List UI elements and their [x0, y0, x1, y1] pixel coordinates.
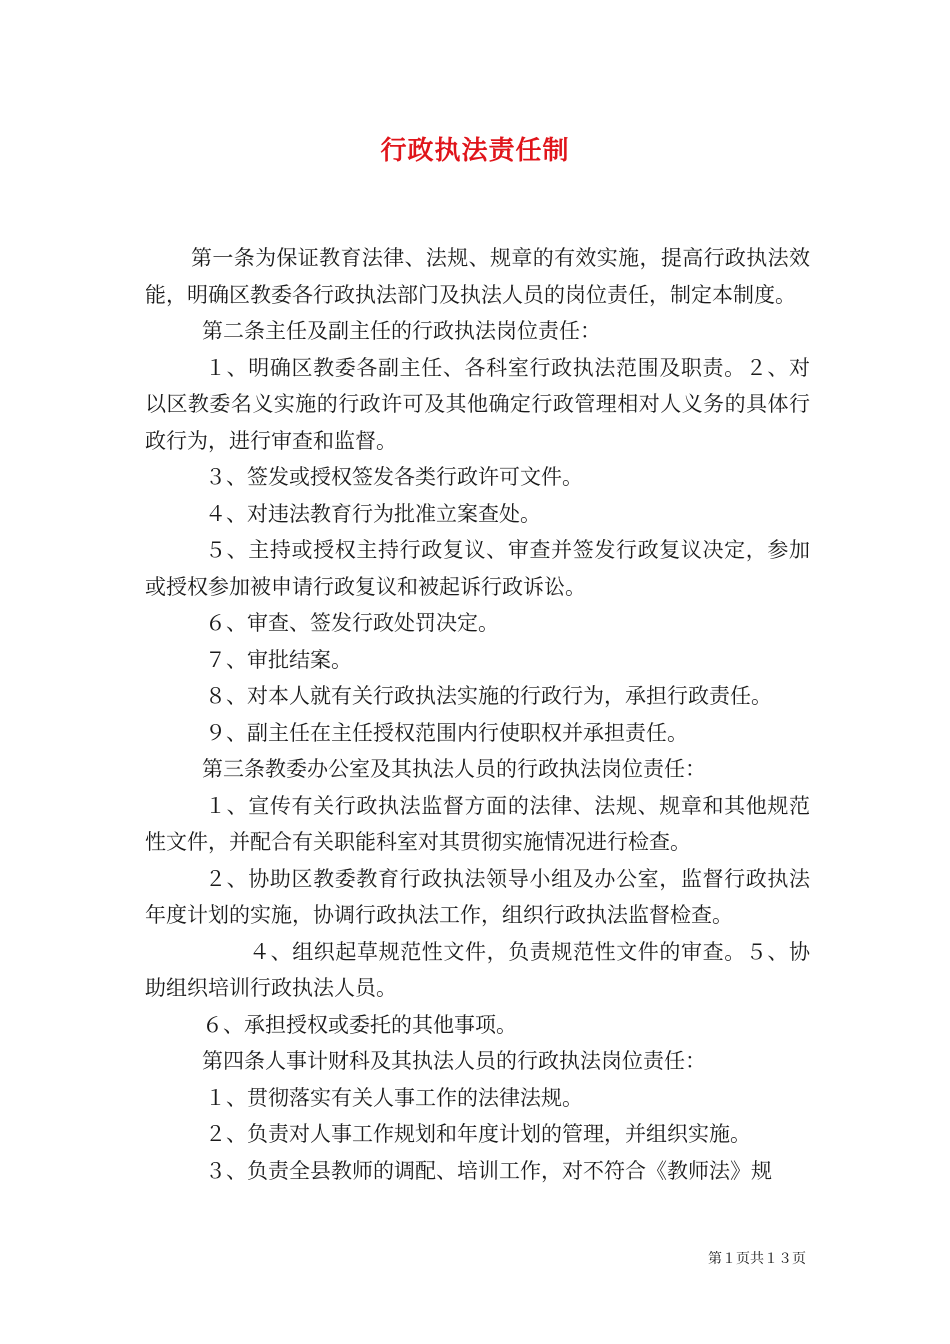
article-2-item-9: ９、副主任在主任授权范围内行使职权并承担责任。: [205, 720, 688, 745]
article-2-item-3: ３、签发或授权签发各类行政许可文件。: [205, 465, 583, 489]
document-title: 行政执法责任制: [380, 136, 570, 166]
article-2-heading: 第二条主任及副主任的行政执法岗位责任：: [202, 319, 601, 343]
article-4-item-3: ３、负责全县教师的调配、培训工作，对不符合《教师法》规: [205, 1158, 772, 1183]
article-4-heading: 第四条人事计财科及其执法人员的行政执法岗位责任：: [202, 1049, 706, 1073]
document-body: [145, 240, 810, 1189]
article-3-item-1: １、宣传有关行政执法监督方面的法律、法规、规章和其他规范性文件，并配合有关职能科室对其贯彻实施情况进行检查。: [145, 793, 810, 854]
article-4-item-1: １、贯彻落实有关人事工作的法律法规。: [205, 1085, 583, 1110]
article-3-item-2: ２、协助区教委教育行政执法领导小组及办公室，监督行政执法年度计划的实施，协调行政执法工作，组织行政执法监督检查。: [145, 866, 810, 927]
article-2-item-5: ５、主持或授权主持行政复议、审查并签发行政复议决定，参加或授权参加被申请行政复议和被起诉行政诉讼。: [145, 538, 810, 599]
article-3-item-6: ６、承担授权或委托的其他事项。: [202, 1012, 517, 1037]
article-2-item-6: ６、审查、签发行政处罚决定。: [205, 611, 499, 635]
article-3-item-4-5: ４、组织起草规范性文件，负责规范性文件的审查。５、协助组织培训行政执法人员。: [145, 939, 810, 1000]
article-2-item-1-2: １、明确区教委各副主任、各科室行政执法范围及职责。２、对以区教委名义实施的行政许可及其他确定行政管理相对人义务的具体行政行为，进行审查和监督。: [145, 355, 810, 453]
article-2-item-4: ４、对违法教育行为批准立案查处。: [205, 501, 541, 526]
article-2-item-7: ７、审批结案。: [205, 647, 352, 672]
article-4-item-2: ２、负责对人事工作规划和年度计划的管理，并组织实施。: [205, 1122, 751, 1146]
article-3-heading: 第三条教委办公室及其执法人员的行政执法岗位责任：: [202, 757, 706, 781]
page-number-footer: 第１页共１３页: [708, 1251, 806, 1267]
article-1-paragraph: 第一条为保证教育法律、法规、规章的有效实施，提高行政执法效能，明确区教委各行政执法部门及执法人员的岗位责任，制定本制度。: [145, 246, 810, 307]
article-2-item-8: ８、对本人就有关行政执法实施的行政行为，承担行政责任。: [205, 684, 772, 708]
